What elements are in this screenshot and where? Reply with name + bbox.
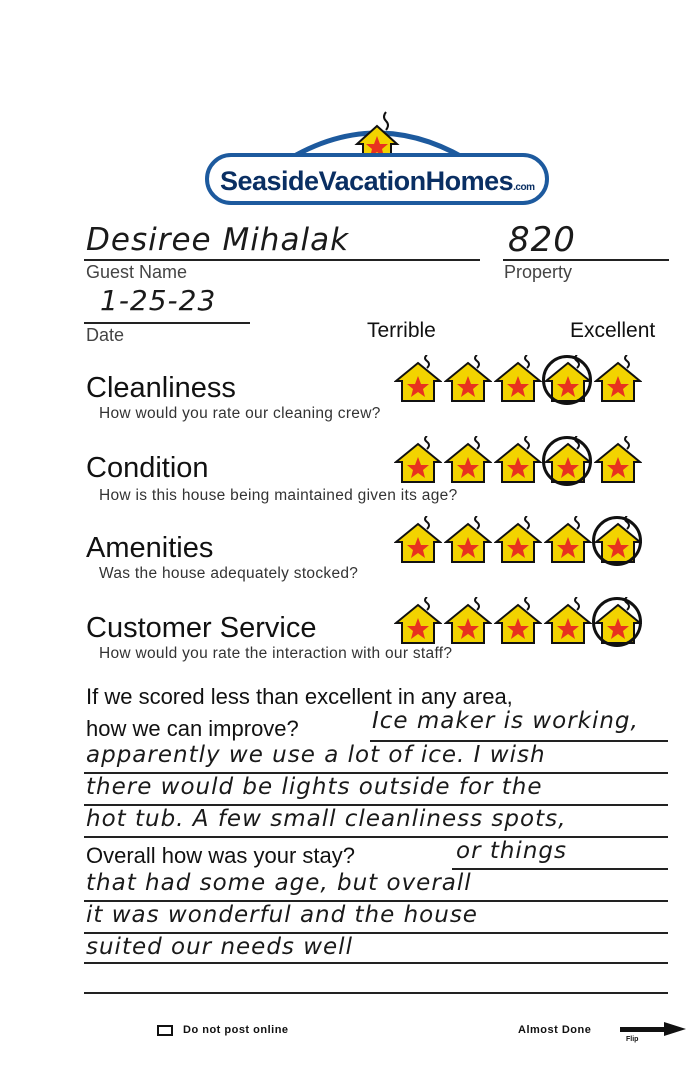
house-star-icon[interactable] bbox=[394, 355, 442, 403]
cleanliness-title: Cleanliness bbox=[86, 372, 236, 404]
property-line bbox=[503, 259, 669, 261]
house-star-icon[interactable] bbox=[494, 436, 542, 484]
house-star-icon[interactable] bbox=[594, 436, 642, 484]
customer-service-question: How would you rate the interaction with our staff? bbox=[99, 645, 453, 662]
house-star-icon[interactable] bbox=[444, 355, 492, 403]
date-value: 1-25-23 bbox=[100, 284, 217, 317]
flip-arrow-icon[interactable] bbox=[620, 1022, 686, 1036]
improve-answer-rule4 bbox=[84, 836, 668, 838]
logo-wordmark bbox=[220, 166, 535, 197]
logo-brand: SeasideVacationHomes bbox=[220, 166, 514, 196]
selected-rating-circle bbox=[542, 355, 592, 405]
overall-answer-rule1 bbox=[452, 868, 668, 870]
house-star-icon[interactable] bbox=[494, 516, 542, 564]
cleanliness-rating[interactable] bbox=[394, 355, 644, 403]
house-star-icon[interactable] bbox=[494, 355, 542, 403]
house-star-icon[interactable] bbox=[594, 355, 642, 403]
house-star-icon[interactable] bbox=[544, 597, 592, 645]
overall-question: Overall how was your stay? bbox=[86, 843, 355, 868]
improve-question-line1: If we scored less than excellent in any area, bbox=[86, 684, 513, 709]
do-not-post-label: Do not post online bbox=[183, 1024, 289, 1036]
house-star-icon[interactable] bbox=[544, 516, 592, 564]
do-not-post-checkbox[interactable] bbox=[157, 1025, 173, 1036]
property-label: Property bbox=[504, 262, 573, 282]
cleanliness-question: How would you rate our cleaning crew? bbox=[99, 405, 381, 422]
guest-name-value: Desiree Mihalak bbox=[86, 222, 350, 258]
house-star-icon[interactable] bbox=[444, 516, 492, 564]
improve-answer-line3: there would be lights outside for the bbox=[86, 774, 543, 800]
house-star-icon[interactable] bbox=[394, 516, 442, 564]
amenities-question: Was the house adequately stocked? bbox=[99, 565, 359, 582]
overall-answer-line1: or things bbox=[456, 838, 567, 864]
house-star-icon[interactable] bbox=[394, 597, 442, 645]
improve-answer-line4: hot tub. A few small cleanliness spots, bbox=[86, 806, 567, 832]
property-value: 820 bbox=[508, 220, 576, 260]
improve-answer-line2: apparently we use a lot of ice. I wish bbox=[86, 742, 546, 768]
guest-name-label: Guest Name bbox=[86, 262, 188, 282]
overall-answer-line2: that had some age, but overall bbox=[86, 870, 472, 896]
customer-service-rating[interactable] bbox=[394, 597, 644, 645]
overall-answer-rule5 bbox=[84, 992, 668, 994]
customer-service-title: Customer Service bbox=[86, 612, 317, 644]
condition-title: Condition bbox=[86, 452, 209, 484]
overall-answer-line4: suited our needs well bbox=[86, 934, 353, 960]
house-star-icon[interactable] bbox=[444, 597, 492, 645]
flip-label: Flip bbox=[626, 1036, 639, 1043]
house-star-icon[interactable] bbox=[444, 436, 492, 484]
overall-answer-rule4 bbox=[84, 962, 668, 964]
house-star-icon[interactable] bbox=[494, 597, 542, 645]
overall-answer-line3: it was wonderful and the house bbox=[86, 902, 478, 928]
condition-question: How is this house being maintained given its age? bbox=[99, 487, 458, 504]
scale-low-label: Terrible bbox=[367, 319, 436, 342]
condition-rating[interactable] bbox=[394, 436, 644, 484]
improve-answer-line1: Ice maker is working, bbox=[372, 708, 639, 734]
selected-rating-circle bbox=[592, 516, 642, 566]
improve-question-line2: how we can improve? bbox=[86, 716, 299, 741]
selected-rating-circle bbox=[542, 436, 592, 486]
selected-rating-circle bbox=[592, 597, 642, 647]
house-star-icon[interactable] bbox=[394, 436, 442, 484]
almost-done-label: Almost Done bbox=[518, 1024, 592, 1036]
scale-high-label: Excellent bbox=[570, 319, 656, 342]
guest-name-line bbox=[84, 259, 480, 261]
amenities-title: Amenities bbox=[86, 532, 214, 564]
logo-suffix: .com bbox=[513, 182, 535, 193]
date-label: Date bbox=[86, 325, 125, 345]
date-line bbox=[84, 322, 250, 324]
amenities-rating[interactable] bbox=[394, 516, 644, 564]
